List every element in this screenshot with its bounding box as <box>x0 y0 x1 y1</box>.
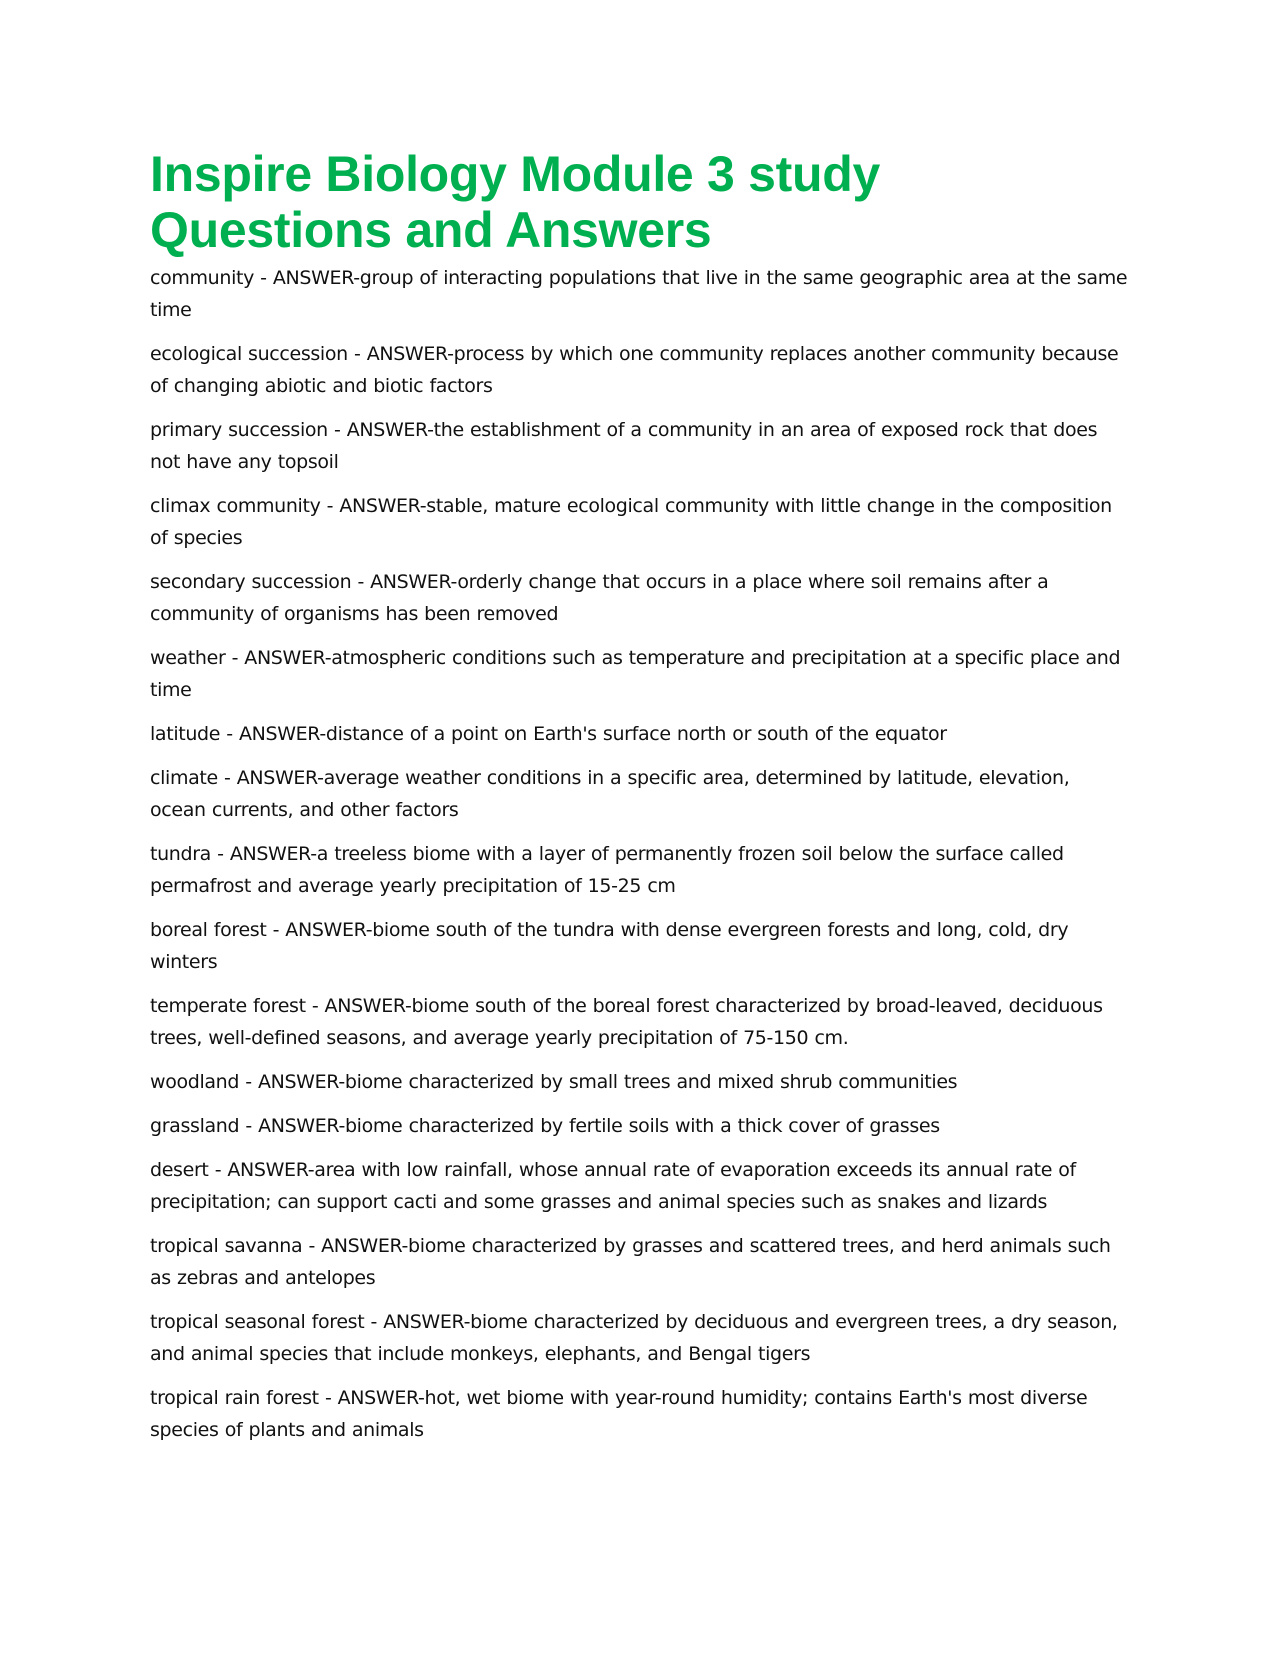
document-page <box>150 146 1130 1458</box>
qa-entry: tropical rain forest - ANSWER-hot, wet biome with year-round humidity; contains Earth's most diverse species of plants and animals <box>150 1387 1088 1441</box>
qa-entry: climate - ANSWER-average weather conditions in a specific area, determined by latitude, elevation, ocean currents, and other factors <box>150 767 1070 821</box>
qa-entry: community - ANSWER-group of interacting populations that live in the same geographic area at the same time <box>150 267 1128 321</box>
qa-entry: tropical savanna - ANSWER-biome characterized by grasses and scattered trees, and herd animals such as zebras and antelopes <box>150 1235 1111 1289</box>
qa-entry: latitude - ANSWER-distance of a point on Earth's surface north or south of the equator <box>150 723 947 745</box>
qa-entry: temperate forest - ANSWER-biome south of the boreal forest characterized by broad-leaved, deciduous trees, well-defined seasons, and average yearly precipitation of 75-150 cm. <box>150 995 1103 1049</box>
qa-entry: tropical seasonal forest - ANSWER-biome characterized by deciduous and evergreen trees, a dry season, and animal species that include monkeys, elephants, and Bengal tigers <box>150 1311 1118 1365</box>
qa-entry: grassland - ANSWER-biome characterized by fertile soils with a thick cover of grasses <box>150 1115 940 1137</box>
qa-entry: woodland - ANSWER-biome characterized by small trees and mixed shrub communities <box>150 1071 958 1093</box>
qa-entry: ecological succession - ANSWER-process by which one community replaces another community because of changing abiotic and biotic factors <box>150 343 1119 397</box>
qa-entry: boreal forest - ANSWER-biome south of the tundra with dense evergreen forests and long, cold, dry winters <box>150 919 1069 973</box>
qa-entry: secondary succession - ANSWER-orderly change that occurs in a place where soil remains after a community of organisms has been removed <box>150 571 1049 625</box>
qa-entry: tundra - ANSWER-a treeless biome with a layer of permanently frozen soil below the surface called permafrost and average yearly precipitation of 15-25 cm <box>150 843 1064 897</box>
qa-entry: desert - ANSWER-area with low rainfall, whose annual rate of evaporation exceeds its annual rate of precipitation; can support cacti and some grasses and animal species such as snakes and lizards <box>150 1159 1076 1213</box>
document-title: Inspire Biology Module 3 study Questions and Answers <box>150 146 880 258</box>
qa-list <box>150 262 1130 1446</box>
qa-entry: weather - ANSWER-atmospheric conditions such as temperature and precipitation at a specific place and time <box>150 647 1121 701</box>
qa-entry: climax community - ANSWER-stable, mature ecological community with little change in the composition of species <box>150 495 1112 549</box>
qa-entry: primary succession - ANSWER-the establishment of a community in an area of exposed rock that does not have any topsoil <box>150 419 1098 473</box>
